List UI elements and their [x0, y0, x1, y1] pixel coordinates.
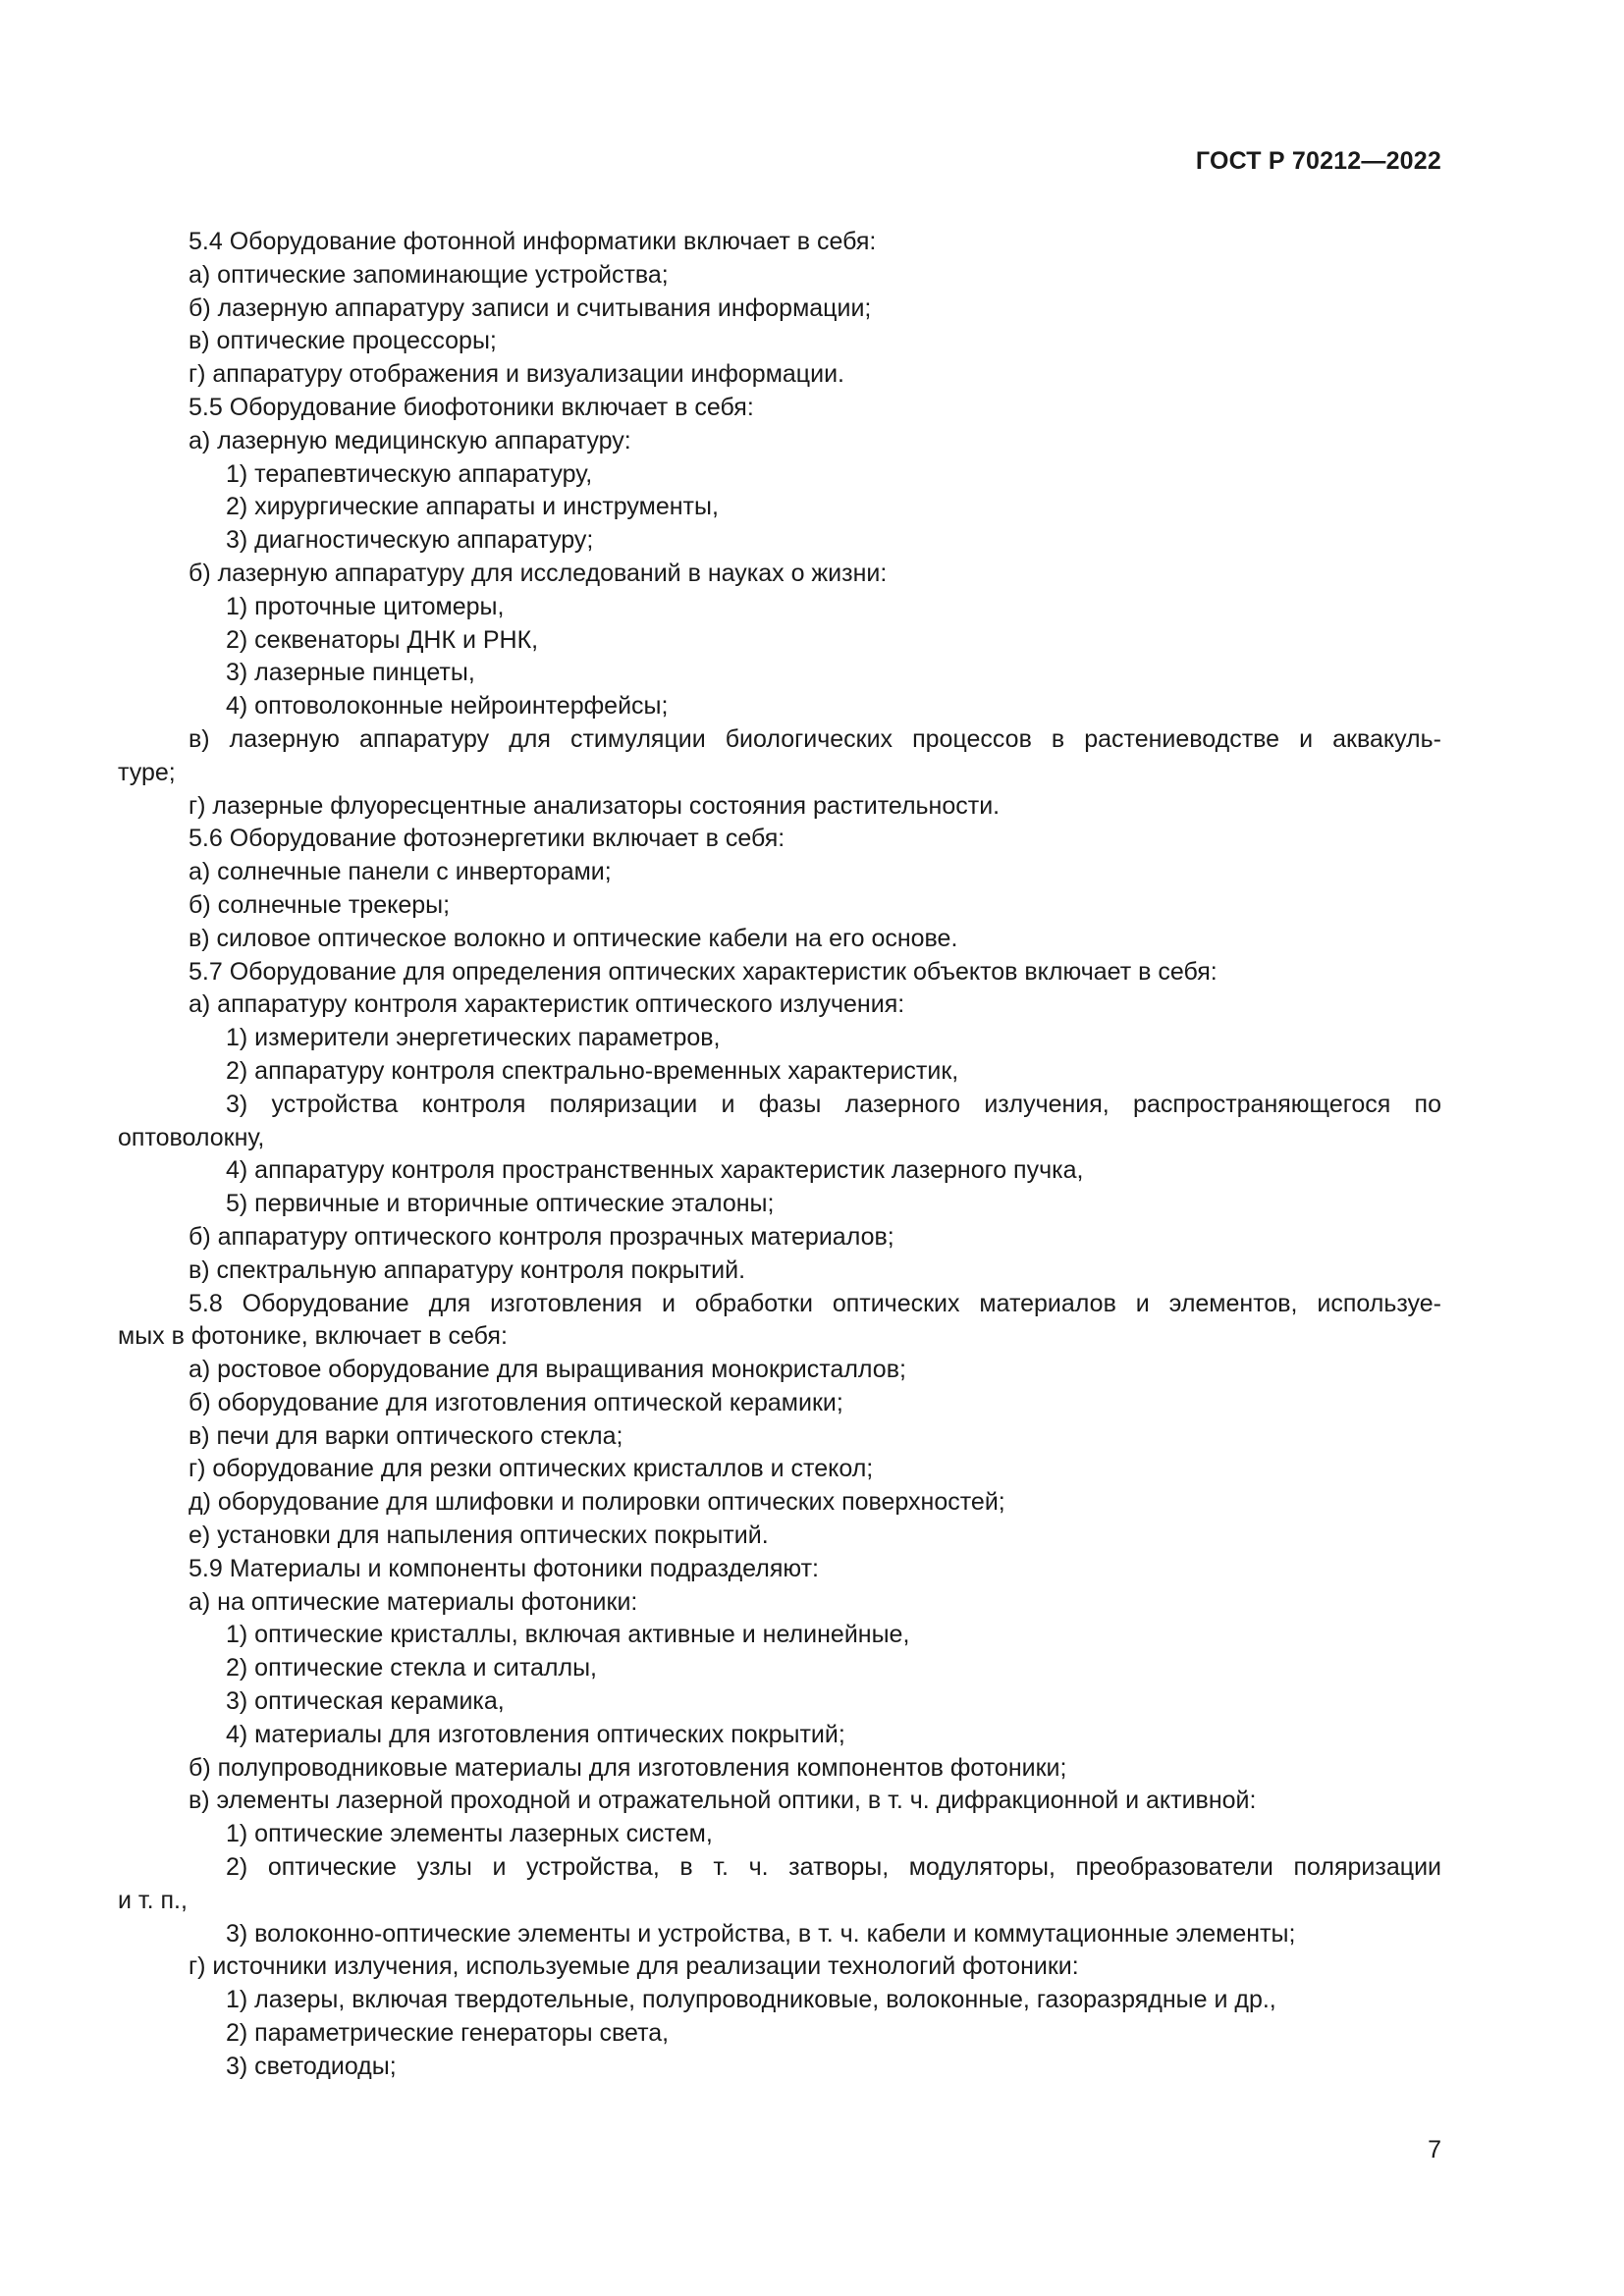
sub-list-item: 1) оптические элементы лазерных систем,: [226, 1820, 713, 1848]
sub-list-item: 2) секвенаторы ДНК и РНК,: [226, 625, 539, 654]
list-item: в) оптические процессоры;: [189, 327, 497, 355]
list-item: б) полупроводниковые материалы для изготовления компонентов фотоники;: [189, 1753, 1067, 1782]
list-item: а) лазерную медицинскую аппаратуру:: [189, 426, 631, 454]
sub-list-item-continuation: оптоволокну,: [118, 1123, 265, 1151]
list-item: в) печи для варки оптического стекла;: [189, 1421, 623, 1450]
list-item: б) оборудование для изготовления оптической керамики;: [189, 1388, 843, 1416]
sub-list-item-continuation: и т. п.,: [118, 1886, 188, 1914]
list-item: д) оборудование для шлифовки и полировки оптических поверхностей;: [189, 1488, 1005, 1517]
sub-list-item: 2) оптические узлы и устройства, в т. ч. затворы, модуляторы, преобразователи поляризации: [226, 1853, 1441, 1882]
list-item: в) элементы лазерной проходной и отражательной оптики, в т. ч. дифракционной и активной:: [189, 1787, 1257, 1815]
list-item: б) лазерную аппаратуру для исследований в науках о жизни:: [189, 559, 888, 587]
list-item: г) лазерные флуоресцентные анализаторы состояния растительности.: [189, 791, 1001, 820]
sub-list-item: 3) устройства контроля поляризации и фазы лазерного излучения, распространяющегося по: [226, 1090, 1441, 1118]
list-item: а) на оптические материалы фотоники:: [189, 1587, 638, 1616]
list-item: г) оборудование для резки оптических кристаллов и стекол;: [189, 1455, 874, 1483]
sub-list-item: 2) аппаратуру контроля спектрально-временных характеристик,: [226, 1056, 959, 1085]
list-item: а) оптические запоминающие устройства;: [189, 260, 669, 289]
document-standard-id: ГОСТ Р 70212—2022: [1195, 147, 1441, 175]
list-item: г) аппаратуру отображения и визуализации информации.: [189, 360, 844, 389]
sub-list-item: 1) измерители энергетических параметров,: [226, 1024, 721, 1052]
sub-list-item: 2) оптические стекла и ситаллы,: [226, 1654, 597, 1682]
sub-list-item: 3) светодиоды;: [226, 2052, 397, 2080]
list-item-continuation: туре;: [118, 758, 176, 786]
section-heading: 5.5 Оборудование биофотоники включает в себя:: [189, 393, 754, 421]
sub-list-item: 3) оптическая керамика,: [226, 1687, 505, 1716]
sub-list-item: 3) лазерные пинцеты,: [226, 659, 475, 687]
section-heading: 5.9 Материалы и компоненты фотоники подразделяют:: [189, 1554, 819, 1582]
sub-list-item: 3) диагностическую аппаратуру;: [226, 526, 594, 555]
sub-list-item: 4) оптоволоконные нейроинтерфейсы;: [226, 692, 669, 721]
sub-list-item: 4) аппаратуру контроля пространственных характеристик лазерного пучка,: [226, 1156, 1084, 1185]
sub-list-item: 1) проточные цитомеры,: [226, 592, 505, 620]
list-item: в) спектральную аппаратуру контроля покрытий.: [189, 1255, 746, 1284]
sub-list-item: 2) хирургические аппараты и инструменты,: [226, 493, 719, 521]
section-heading: 5.8 Оборудование для изготовления и обработки оптических материалов и элементов, используе-: [189, 1289, 1441, 1317]
list-item: а) ростовое оборудование для выращивания монокристаллов;: [189, 1356, 906, 1384]
section-heading: 5.6 Оборудование фотоэнергетики включает в себя:: [189, 825, 785, 853]
list-item: б) лазерную аппаратуру записи и считывания информации;: [189, 294, 872, 322]
list-item: е) установки для напыления оптических покрытий.: [189, 1522, 769, 1550]
section-heading-continuation: мых в фотонике, включает в себя:: [118, 1322, 508, 1351]
sub-list-item: 1) лазеры, включая твердотельные, полупроводниковые, волоконные, газоразрядные и др.,: [226, 1986, 1276, 2014]
sub-list-item: 1) оптические кристаллы, включая активные и нелинейные,: [226, 1621, 910, 1649]
sub-list-item: 2) параметрические генераторы света,: [226, 2019, 670, 2048]
section-heading: 5.4 Оборудование фотонной информатики включает в себя:: [189, 228, 877, 255]
list-item: г) источники излучения, используемые для реализации технологий фотоники:: [189, 1952, 1079, 1981]
list-item: б) аппаратуру оптического контроля прозрачных материалов;: [189, 1222, 894, 1251]
page-number: 7: [1428, 2136, 1441, 2163]
list-item: в) силовое оптическое волокно и оптические кабели на его основе.: [189, 924, 958, 952]
list-item: а) солнечные панели с инверторами;: [189, 858, 612, 886]
sub-list-item: 1) терапевтическую аппаратуру,: [226, 459, 593, 488]
list-item: б) солнечные трекеры;: [189, 890, 451, 919]
section-heading: 5.7 Оборудование для определения оптических характеристик объектов включает в себя:: [189, 957, 1218, 986]
sub-list-item: 4) материалы для изготовления оптических покрытий;: [226, 1720, 845, 1748]
sub-list-item: 3) волоконно-оптические элементы и устройства, в т. ч. кабели и коммутационные элементы;: [226, 1919, 1296, 1948]
list-item: в) лазерную аппаратуру для стимуляции биологических процессов в растениеводстве и аквакуль-: [189, 724, 1441, 753]
list-item: а) аппаратуру контроля характеристик оптического излучения:: [189, 990, 905, 1019]
body-text: [118, 226, 1441, 2084]
sub-list-item: 5) первичные и вторичные оптические эталоны;: [226, 1190, 775, 1218]
